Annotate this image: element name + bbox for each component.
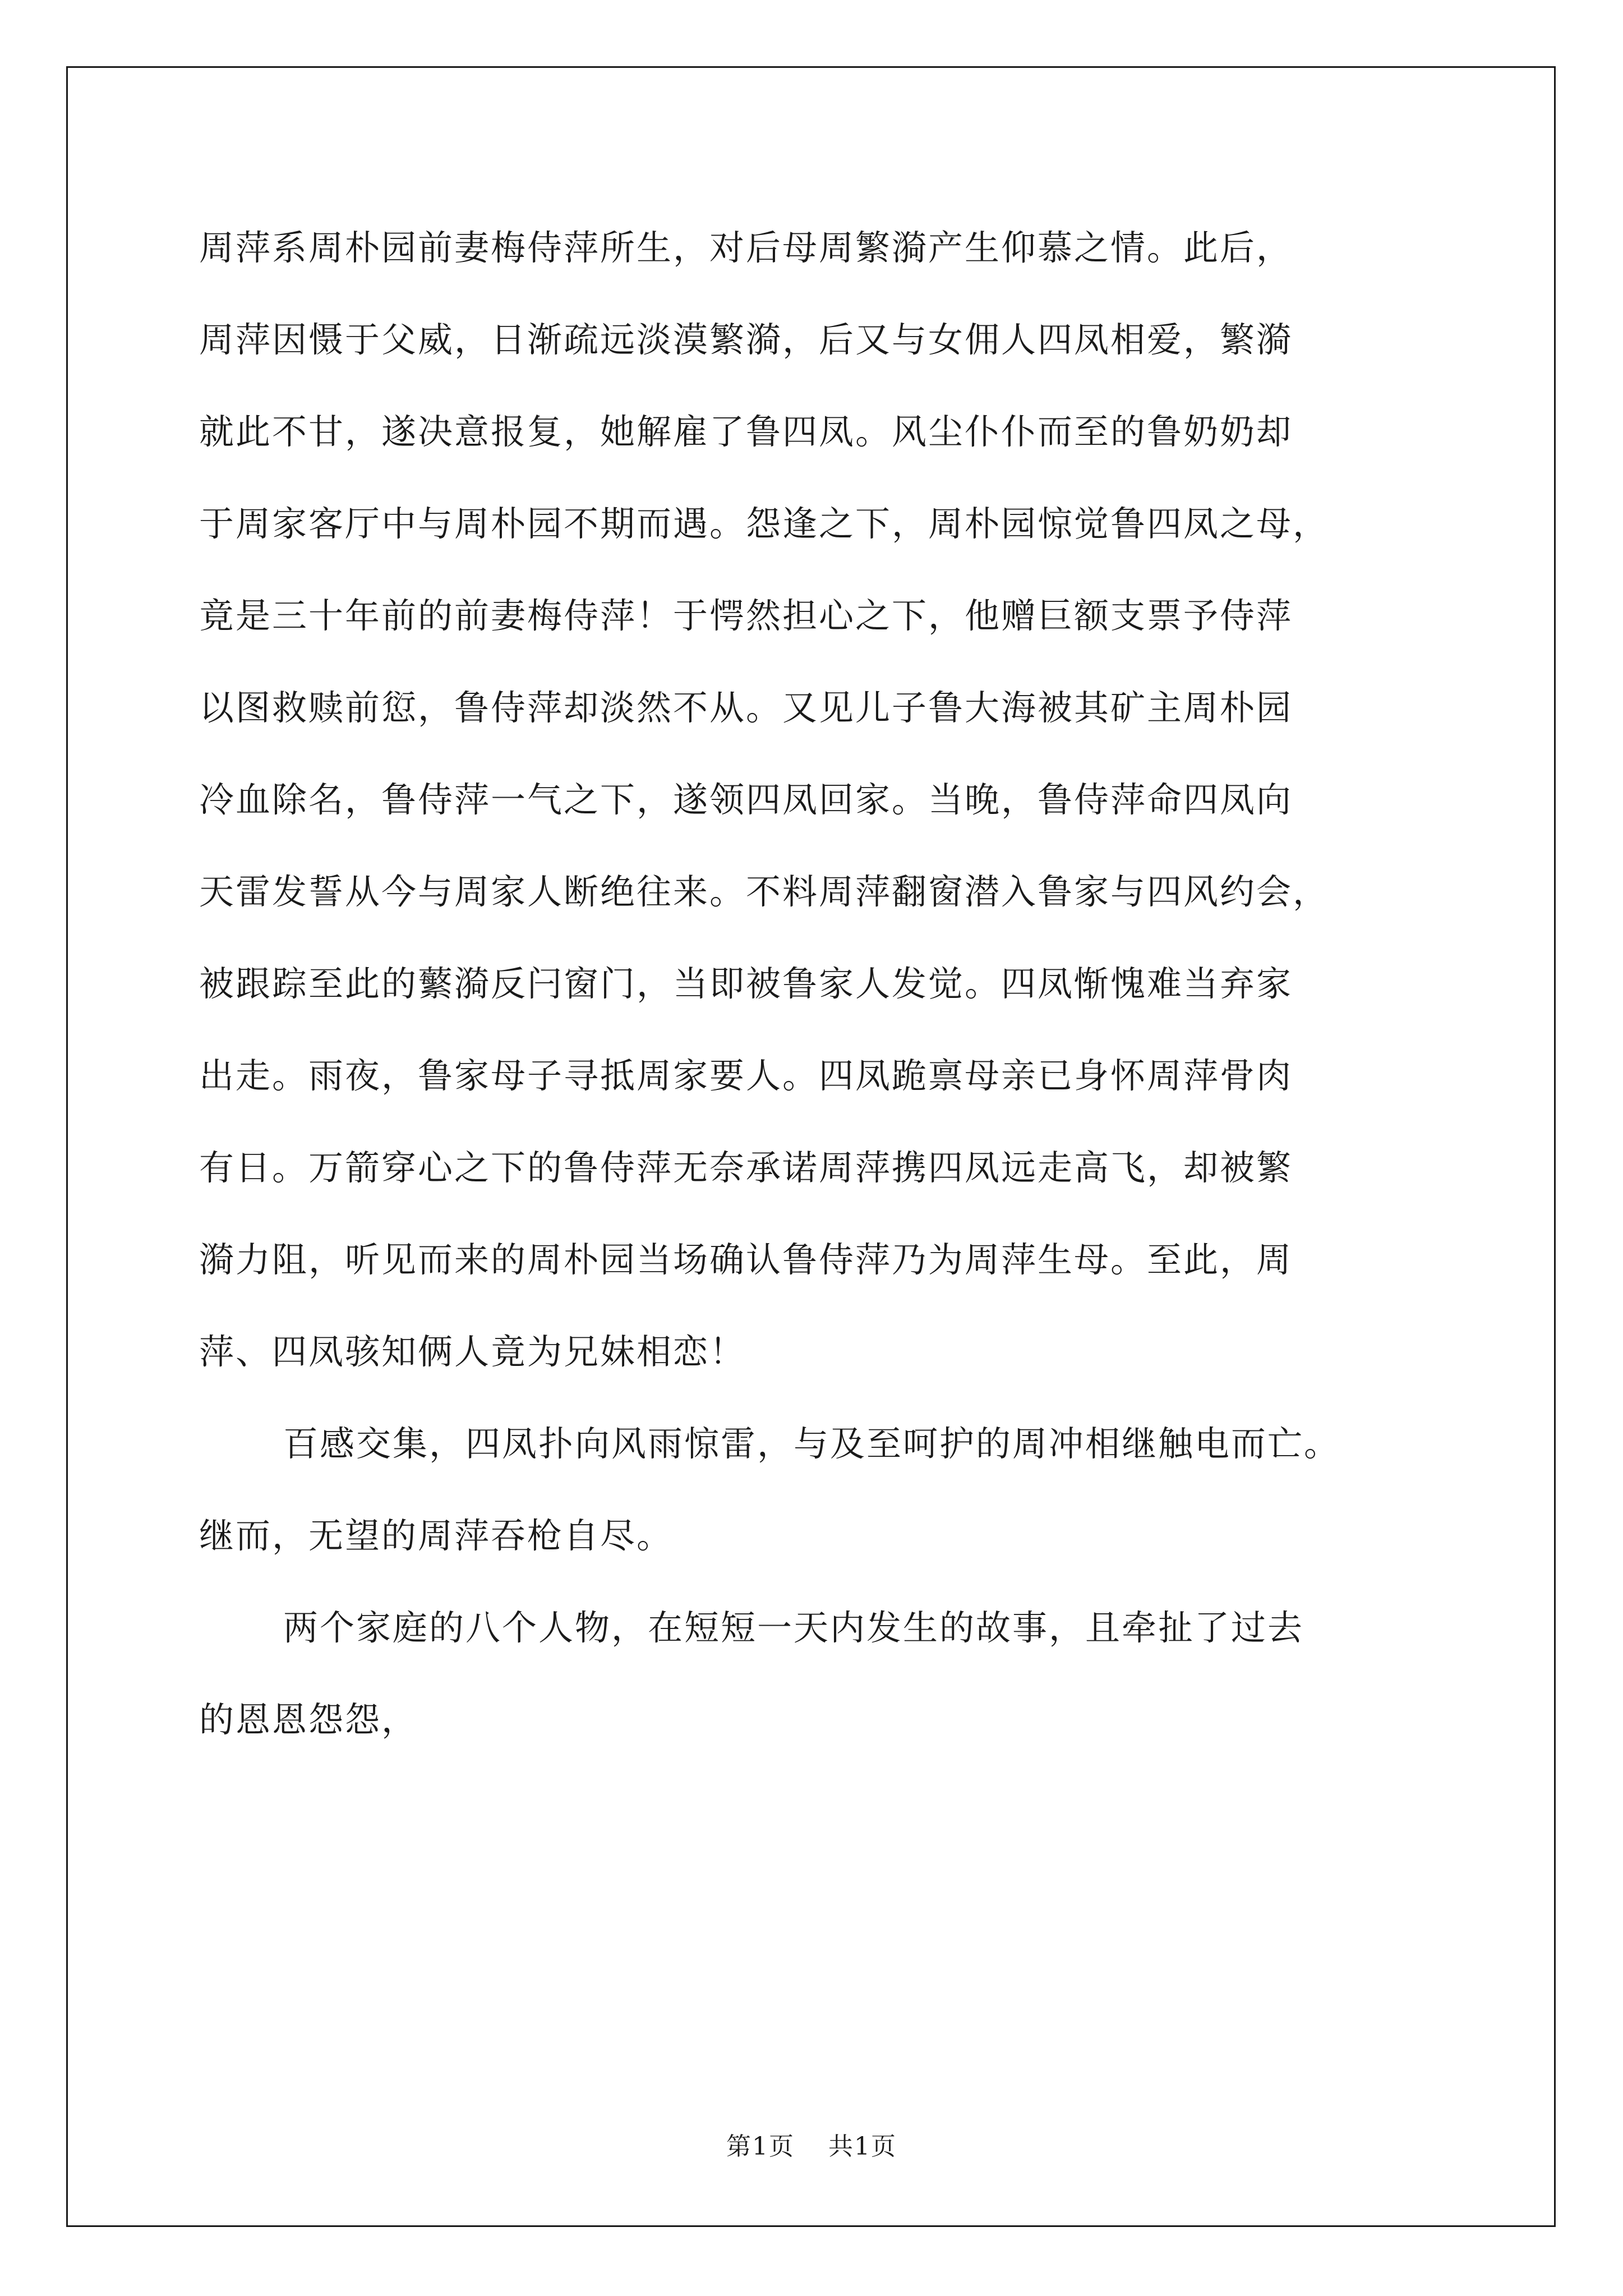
text-line: 天雷发誓从今与周家人断绝往来。不料周萍翻窗潜入鲁家与四风约会， <box>199 871 1330 912</box>
text-line: 周萍因慑于父威，日渐疏远淡漠繁漪，后又与女佣人四凤相爱，繁漪 <box>199 319 1293 360</box>
text-line: 继而，无望的周萍吞枪自尽。 <box>199 1515 674 1556</box>
text-line: 以图救赎前愆，鲁侍萍却淡然不从。又见儿子鲁大海被其矿主周朴园 <box>199 687 1293 728</box>
document-body <box>199 202 1433 1766</box>
paragraph-3 <box>199 1582 1433 1766</box>
text-line: 有日。万箭穿心之下的鲁侍萍无奈承诺周萍携四凤远走高飞，却被繁 <box>199 1147 1293 1188</box>
text-line: 竟是三十年前的前妻梅侍萍！于愕然担心之下，他赠巨额支票予侍萍 <box>199 595 1293 636</box>
text-line: 出走。雨夜，鲁家母子寻抵周家要人。四凤跪禀母亲已身怀周萍骨肉 <box>199 1055 1293 1096</box>
text-line: 百感交集，四凤扑向风雨惊雷，与及至呵护的周冲相继触电而亡。 <box>283 1423 1341 1464</box>
text-line: 就此不甘，遂决意报复，她解雇了鲁四凤。风尘仆仆而至的鲁奶奶却 <box>199 411 1293 452</box>
text-line: 周萍系周朴园前妻梅侍萍所生，对后母周繁漪产生仰慕之情。此后， <box>199 227 1293 268</box>
text-line: 两个家庭的八个人物，在短短一天内发生的故事，且牵扯了过去 <box>283 1607 1304 1648</box>
text-line: 冷血除名，鲁侍萍一气之下，遂领四凤回家。当晚，鲁侍萍命四凤向 <box>199 779 1293 820</box>
text-line: 于周家客厅中与周朴园不期而遇。怨逢之下，周朴园惊觉鲁四凤之母， <box>199 503 1330 544</box>
paragraph-1 <box>199 202 1433 1398</box>
page-footer <box>0 2126 1623 2162</box>
page-number: 第1页 <box>726 2132 795 2161</box>
text-line: 被跟踪至此的蘩漪反闩窗门，当即被鲁家人发觉。四凤惭愧难当弃家 <box>199 963 1293 1004</box>
text-line: 漪力阻，听见而来的周朴园当场确认鲁侍萍乃为周萍生母。至此，周 <box>199 1239 1293 1280</box>
text-line: 的恩恩怨怨， <box>199 1699 418 1740</box>
paragraph-2 <box>199 1398 1433 1582</box>
text-line: 萍、四凤骇知俩人竟为兄妹相恋！ <box>199 1331 746 1372</box>
page-total: 共1页 <box>828 2132 897 2161</box>
